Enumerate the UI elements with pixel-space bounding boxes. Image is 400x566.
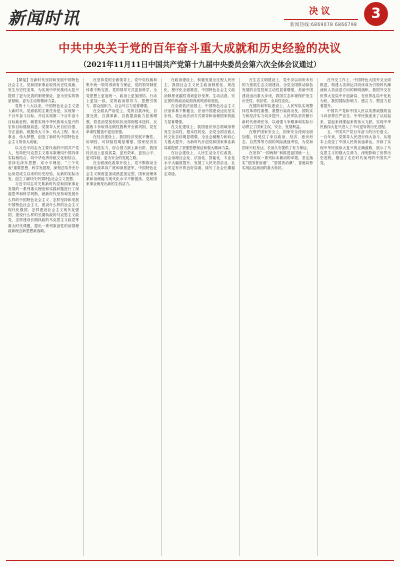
paragraph: 在文化建设上，我国意识形态领域形势发生全局性、根本性转变，全党全国各族人民文化自信明显增强，全社会凝聚力和向心力极大提升，为新时代开创党和国家事业新局面提供了坚强思想保证和强大精神力量。: [164, 124, 235, 150]
newspaper-logo: 新闻时讯: [8, 9, 80, 29]
paragraph: 在全面依法治国上，中国特色社会主义法治体系不断健全，法治中国建设迈出坚实步伐，党运用法治方式领导和治理国家的能力显著增强。: [164, 104, 235, 124]
column-divider: [83, 78, 84, 556]
headline-rule: [6, 72, 394, 73]
article-subhead: （2021年11月11日中国共产党第十九届中央委员会第六次全体会议通过）: [79, 60, 321, 69]
footer-rule: [6, 560, 394, 561]
article-column-4: [242, 78, 313, 556]
masthead: [0, 0, 400, 30]
paragraph: 以习近平同志为主要代表的中国共产党人，坚持把马克思主义基本原理同中国具体实际相结合、同中华优秀传统文化相结合，坚持毛泽东思想、邓小平理论、“三个代表”重要思想、科学发展观，深刻总结并充分运用党成立以来的历史经验，从新的实际出发，创立了新时代中国特色社会主义思想。: [8, 145, 79, 181]
paragraph: 在坚持“一国两制”和推进祖国统一上，党中央采取一系列标本兼治的举措，坚定落实“爱国者治港”、“爱国者治澳”，香港局势实现由乱到治的重大转折。: [242, 150, 313, 171]
paragraph: 中国共产党和中国人民以英勇顽强的奋斗向世界庄严宣告，中华民族迎来了从站起来、富起来到强起来的伟大飞跃，实现中华民族伟大复兴进入了不可逆转的历史进程。: [320, 109, 391, 129]
paragraph: 在经济建设上，我国经济发展平衡性、协调性、可持续性明显增强，国家经济实力、科技实力、综合国力跃上新台阶，我国经济迈上更高质量、更有效率、更加公平、更可持续、更为安全的发展之路。: [86, 135, 157, 161]
column-divider: [239, 78, 240, 556]
paragraph: 五、中国共产党百年奋斗的历史意义。一百年来，党领导人民进行伟大奋斗，从根本上改变了中国人民的前途命运，开辟了实现中华民族伟大复兴的正确道路，展示了马克思主义的强大生命力，深刻影响了世界历史进程，锻造了走在时代前列的中国共产党。: [320, 130, 391, 166]
paragraph: 在政治建设上，积极发展全过程人民民主，我国社会主义民主政治制度化、规范化、程序化全面推进，中国特色社会主义政治制度优越性得到更好发挥，生动活泼、安定团结的政治局面得到巩固和发展。: [164, 78, 235, 103]
issue-hotline: 新闻热线:6869078 6866798: [290, 23, 358, 28]
article-column-5: [320, 78, 391, 556]
paragraph: 在生态文明建设上，党中央以前所未有的力度抓生态文明建设，全党全国推动绿色发展的自觉性和主动性显著增强，美丽中国建设迈出重大步伐，我国生态环境保护发生历史性、转折性、全局性变化。: [242, 78, 313, 103]
paragraph: 在坚持党的全面领导上，党中央权威和集中统一领导得到有力保证，党的领导制度体系不断完善，党的领导方式更加科学，全党思想上更加统一、政治上更加团结、行动上更加一致，党的政治领导力、思想引领力、群众组织力、社会号召力显著增强。: [86, 78, 157, 109]
paragraph: 在外交工作上，中国特色大国外交全面推进，构建人类命运共同体成为引领时代潮流和人类前进方向的鲜明旗帜，我国外交在世界大变局中开创新局、在世界乱局中化危为机，我国国际影响力、感召力、塑造力显著提升。: [320, 78, 391, 109]
paragraph: 党的十八大以来，中国特色社会主义进入新时代。党面临的主要任务是，实现第一个百年奋斗目标，开启实现第二个百年奋斗目标新征程，朝着实现中华民族伟大复兴的宏伟目标继续前进。党领导人民自信自强、守正创新，统揽伟大斗争、伟大工程、伟大事业、伟大梦想，创造了新时代中国特色社会主义的伟大成就。: [8, 104, 79, 145]
paragraph: 在国防和军队建设上，人民军队实现整体性革命性重塑、重整行装再出发，国防实力和经济实力同步提升，人民军队坚决履行新时代使命任务，以顽强斗争精神和实际行动捍卫了国家主权、安全、发展利益。: [242, 104, 313, 129]
article-headline: 中共中央关于党的百年奋斗重大成就和历史经验的决议: [58, 41, 342, 55]
paragraph: 在全面从严治党上，党的自我净化、自我完善、自我革新、自我提高能力显著增强，管党治党宽松软状况得到根本扭转，反腐败斗争取得压倒性胜利并全面巩固，党在革命性锻造中更加坚强。: [86, 109, 157, 135]
paragraph: 【紧接】在新时代坚持和发展中国特色社会主义，党和国家事业取得历史性成就、发生历史性变革，为实现中华民族伟大复兴提供了更为完善的制度保证、更为坚实的物质基础、更为主动的精神力量。: [8, 78, 79, 103]
column-divider: [317, 78, 318, 556]
page-number-badge: 3: [364, 2, 388, 26]
section-tag: 决议: [284, 6, 358, 20]
column-divider: [161, 78, 162, 556]
paragraph: 习近平同志对关系新时代党和国家事业发展的一系列重大理论和实践问题进行了深邃思考和科学判断，就新时代坚持和发展什么样的中国特色社会主义、怎样坚持和发展中国特色社会主义，建设什么样的社会主义现代化强国、怎样建设社会主义现代化强国，建设什么样的长期执政的马克思主义政党、怎样建设长期执政的马克思主义政党等重大时代课题，提出一系列原创性的治国理政新理念新思想新战略。: [8, 182, 79, 233]
paragraph: 在维护国家安全上，国家安全得到全面加强，经受住了来自政治、经济、意识形态、自然界等方面的风险挑战考验，为党和国家兴旺发达、长治久安提供了有力保证。: [242, 130, 313, 150]
article-column-1: [8, 78, 79, 556]
masthead-rule: [6, 30, 394, 31]
article-column-3: [164, 78, 235, 556]
paragraph: 在全面深化改革开放上，党不断推动全面深化改革向广度和深度进军，中国特色社会主义制度更加成熟更加定型，国家治理体系和治理能力现代化水平不断提高，党和国家事业焕发出新的生机活力。: [86, 161, 157, 187]
article-column-2: [86, 78, 157, 556]
paragraph: 在社会建设上，人民生活全方位改善，社会治理社会化、法治化、智能化、专业化水平大幅度提升，发展了人民安居乐业、社会安定有序的良好局面，续写了社会长期稳定奇迹。: [164, 150, 235, 176]
